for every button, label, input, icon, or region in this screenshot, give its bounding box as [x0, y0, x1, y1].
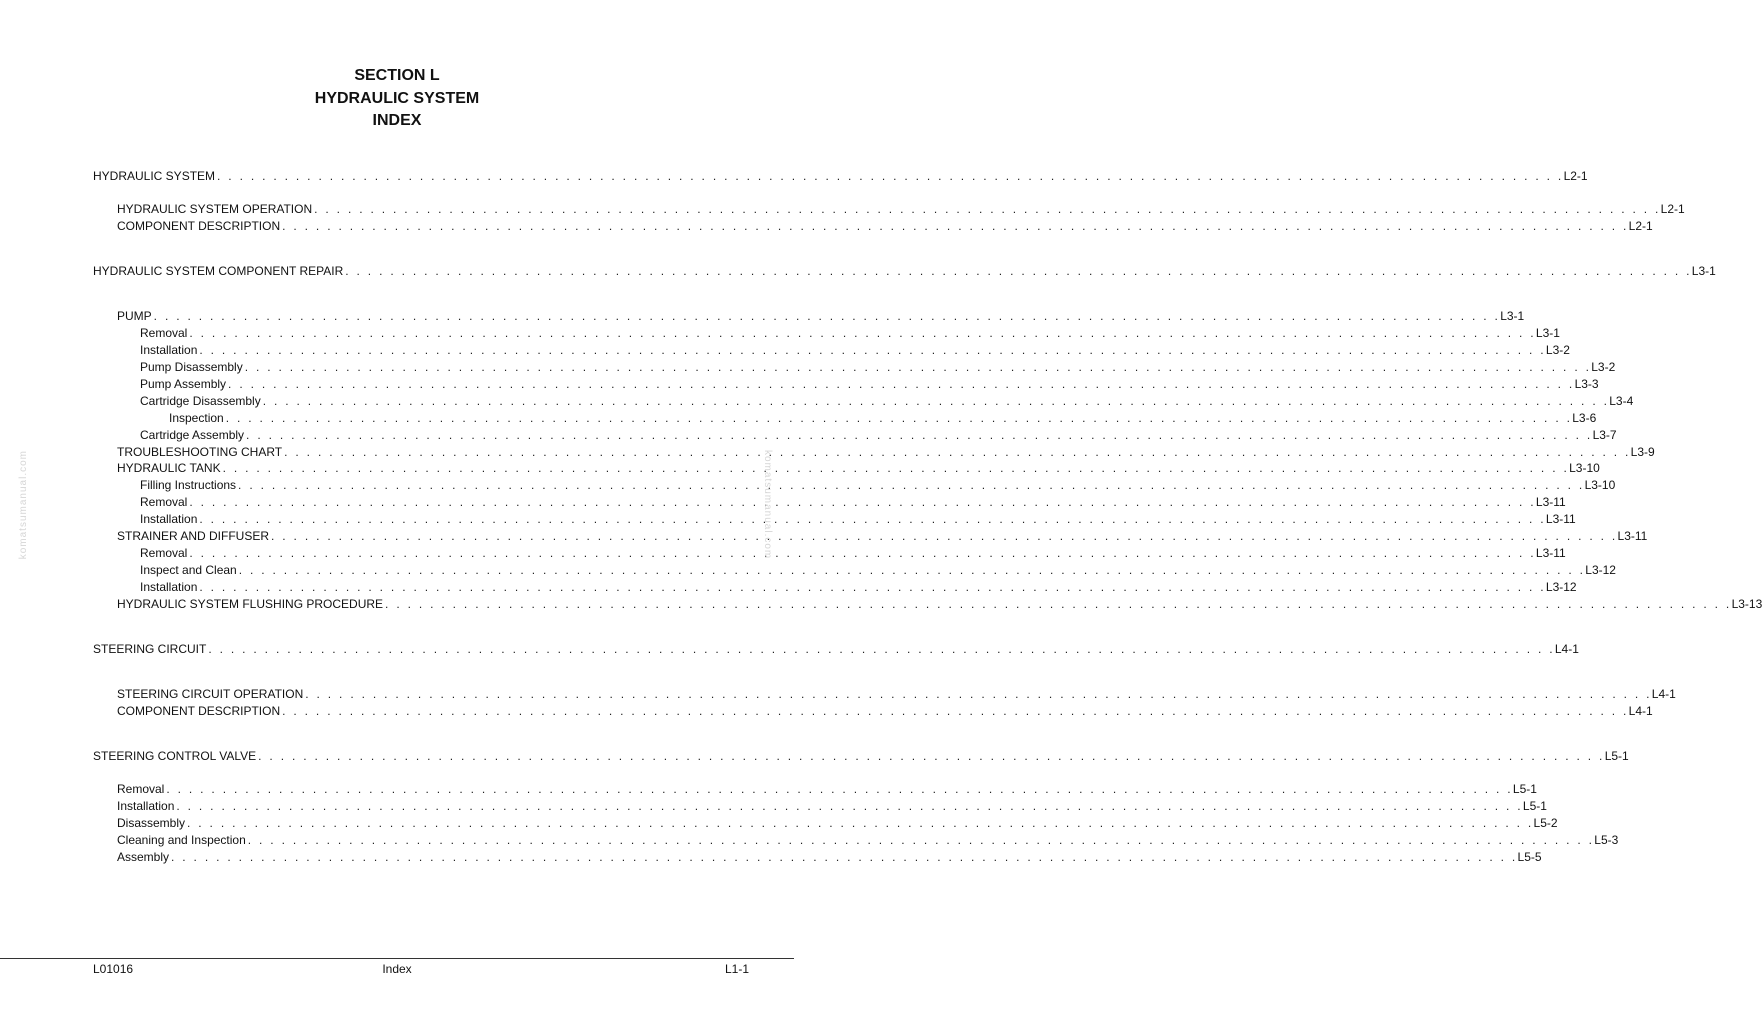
toc-entry — [117, 597, 1762, 613]
toc-entry — [140, 580, 1577, 596]
section-title: SECTION L — [354, 67, 440, 84]
toc-entry — [117, 850, 1542, 866]
toc-entry-page: L3-13 — [1731, 597, 1762, 611]
toc-entry-page: L2-1 — [1660, 202, 1685, 216]
toc-entry — [140, 546, 1566, 562]
toc-entry-page: L3-1 — [1500, 309, 1525, 323]
footer-document-number: L01016 — [93, 962, 134, 976]
toc-entry — [117, 782, 1537, 798]
toc-entry — [117, 833, 1619, 849]
toc-dot-leader: . . . . . . . . . . . . . . . . . . . . . . . . . . . . . . . . . . . . . . . . . . . . . . . . . . . . . . . . . . . . . . . . . . . . . . . . . . . . . . . . . . . . . . . . . . . . . . . . . . . . . . . . . . . . . . . . . . . . . . . . — [225, 411, 1573, 425]
toc-entry — [140, 377, 1599, 393]
toc-entry-label: PUMP — [117, 309, 152, 323]
toc-entry-label: Inspect and Clean — [140, 563, 237, 577]
footer-title: Index — [382, 962, 412, 976]
toc-entry-label: Pump Disassembly — [140, 360, 243, 374]
toc-entry-page: L5-2 — [1533, 816, 1558, 830]
toc-entry — [117, 309, 1525, 325]
toc-entry — [140, 360, 1616, 376]
toc-dot-leader: . . . . . . . . . . . . . . . . . . . . . . . . . . . . . . . . . . . . . . . . . . . . . . . . . . . . . . . . . . . . . . . . . . . . . . . . . . . . . . . . . . . . . . . . . . . . . . . . . . . . . . . . . . . . . . . . . . . . . . . . — [247, 833, 1595, 847]
toc-entry-page: L5-3 — [1594, 833, 1619, 847]
toc-entry-page: L4-1 — [1651, 687, 1676, 701]
toc-entry-page: L3-10 — [1584, 478, 1616, 492]
toc-entry — [117, 799, 1547, 815]
toc-entry-label: Disassembly — [117, 816, 186, 830]
toc-entry — [117, 445, 1655, 461]
toc-dot-leader: . . . . . . . . . . . . . . . . . . . . . . . . . . . . . . . . . . . . . . . . . . . . . . . . . . . . . . . . . . . . . . . . . . . . . . . . . . . . . . . . . . . . . . . . . . . . . . . . . . . . . . . . . . . . . . . . . . . . . . . . — [345, 264, 1692, 278]
toc-entry-label: Filling Instructions — [140, 478, 237, 492]
toc-dot-leader: . . . . . . . . . . . . . . . . . . . . . . . . . . . . . . . . . . . . . . . . . . . . . . . . . . . . . . . . . . . . . . . . . . . . . . . . . . . . . . . . . . . . . . . . . . . . . . . . . . . . . . . . . . . . . . . . . . . . . . . . — [222, 461, 1570, 475]
toc-entry — [117, 219, 1653, 235]
watermark-right: komatsumanual.com — [762, 450, 773, 560]
toc-entry-label: Inspection — [169, 411, 224, 425]
toc-entry-label: Installation — [117, 799, 175, 813]
toc-entry-page: L3-2 — [1591, 360, 1616, 374]
toc-entry-label: HYDRAULIC TANK — [117, 461, 221, 475]
toc-dot-leader: . . . . . . . . . . . . . . . . . . . . . . . . . . . . . . . . . . . . . . . . . . . . . . . . . . . . . . . . . . . . . . . . . . . . . . . . . . . . . . . . . . . . . . . . . . . . . . . . . . . . . . . . . . . . . . . . . . . . . . . . — [238, 563, 1586, 577]
toc-entry-label: COMPONENT DESCRIPTION — [117, 704, 281, 718]
toc-entry-label: Removal — [140, 546, 188, 560]
toc-entry-label: STRAINER AND DIFFUSER — [117, 529, 270, 543]
toc-dot-leader: . . . . . . . . . . . . . . . . . . . . . . . . . . . . . . . . . . . . . . . . . . . . . . . . . . . . . . . . . . . . . . . . . . . . . . . . . . . . . . . . . . . . . . . . . . . . . . . . . . . . . . . . . . . . . . . . . . . . . . . . — [282, 704, 1629, 718]
toc-entry-label: HYDRAULIC SYSTEM — [93, 169, 216, 183]
toc-entry-page: L3-1 — [1691, 264, 1716, 278]
toc-dot-leader: . . . . . . . . . . . . . . . . . . . . . . . . . . . . . . . . . . . . . . . . . . . . . . . . . . . . . . . . . . . . . . . . . . . . . . . . . . . . . . . . . . . . . . . . . . . . . . . . . . . . . . . . . . . . . . . . . . . . . . . . — [385, 597, 1732, 611]
toc-entry — [117, 202, 1685, 218]
toc-dot-leader: . . . . . . . . . . . . . . . . . . . . . . . . . . . . . . . . . . . . . . . . . . . . . . . . . . . . . . . . . . . . . . . . . . . . . . . . . . . . . . . . . . . . . . . . . . . . . . . . . . . . . . . . . . . . . . . . . . . . . . . . — [189, 326, 1536, 340]
toc-entry-label: HYDRAULIC SYSTEM FLUSHING PROCEDURE — [117, 597, 384, 611]
toc-entry-page: L3-1 — [1535, 326, 1560, 340]
toc-entry — [169, 411, 1597, 427]
toc-dot-leader: . . . . . . . . . . . . . . . . . . . . . . . . . . . . . . . . . . . . . . . . . . . . . . . . . . . . . . . . . . . . . . . . . . . . . . . . . . . . . . . . . . . . . . . . . . . . . . . . . . . . . . . . . . . . . . . . . . . . . . . . — [189, 546, 1536, 560]
toc-dot-leader: . . . . . . . . . . . . . . . . . . . . . . . . . . . . . . . . . . . . . . . . . . . . . . . . . . . . . . . . . . . . . . . . . . . . . . . . . . . . . . . . . . . . . . . . . . . . . . . . . . . . . . . . . . . . . . . . . . . . . . . . — [166, 782, 1513, 796]
toc-entry-label: Installation — [140, 343, 198, 357]
toc-dot-leader: . . . . . . . . . . . . . . . . . . . . . . . . . . . . . . . . . . . . . . . . . . . . . . . . . . . . . . . . . . . . . . . . . . . . . . . . . . . . . . . . . . . . . . . . . . . . . . . . . . . . . . . . . . . . . . . . . . . . . . . . — [305, 687, 1652, 701]
toc-entry-label: Assembly — [117, 850, 170, 864]
toc-entry-page: L5-1 — [1522, 799, 1547, 813]
toc-entry-page: L3-11 — [1535, 495, 1566, 509]
toc-entry — [140, 394, 1634, 410]
toc-entry-label: STEERING CIRCUIT — [93, 642, 207, 656]
toc-entry-label: Removal — [140, 326, 188, 340]
toc-entry — [93, 264, 1716, 280]
toc-entry — [117, 704, 1653, 720]
watermark-left: komatsumanual.com — [18, 450, 29, 560]
toc-entry — [93, 642, 1579, 658]
toc-entry-label: Removal — [140, 495, 188, 509]
toc-dot-leader: . . . . . . . . . . . . . . . . . . . . . . . . . . . . . . . . . . . . . . . . . . . . . . . . . . . . . . . . . . . . . . . . . . . . . . . . . . . . . . . . . . . . . . . . . . . . . . . . . . . . . . . . . . . . . . . . . . . . . . . . — [262, 394, 1610, 408]
toc-dot-leader: . . . . . . . . . . . . . . . . . . . . . . . . . . . . . . . . . . . . . . . . . . . . . . . . . . . . . . . . . . . . . . . . . . . . . . . . . . . . . . . . . . . . . . . . . . . . . . . . . . . . . . . . . . . . . . . . . . . . . . . . — [238, 478, 1585, 492]
toc-entry — [140, 495, 1566, 511]
toc-entry-page: L3-6 — [1572, 411, 1597, 425]
toc-entry-label: Installation — [140, 512, 198, 526]
toc-entry-page: L3-9 — [1630, 445, 1655, 459]
toc-dot-leader: . . . . . . . . . . . . . . . . . . . . . . . . . . . . . . . . . . . . . . . . . . . . . . . . . . . . . . . . . . . . . . . . . . . . . . . . . . . . . . . . . . . . . . . . . . . . . . . . . . . . . . . . . . . . . . . . . . . . . . . . — [199, 512, 1546, 526]
toc-entry — [140, 343, 1570, 359]
toc-entry — [117, 687, 1676, 703]
footer-divider — [0, 958, 794, 959]
toc-dot-leader: . . . . . . . . . . . . . . . . . . . . . . . . . . . . . . . . . . . . . . . . . . . . . . . . . . . . . . . . . . . . . . . . . . . . . . . . . . . . . . . . . . . . . . . . . . . . . . . . . . . . . . . . . . . . . . . . . . . . . . . . — [208, 642, 1555, 656]
toc-entry-page: L4-1 — [1628, 704, 1653, 718]
toc-entry-page: L3-12 — [1585, 563, 1616, 577]
toc-entry-label: Installation — [140, 580, 198, 594]
toc-dot-leader: . . . . . . . . . . . . . . . . . . . . . . . . . . . . . . . . . . . . . . . . . . . . . . . . . . . . . . . . . . . . . . . . . . . . . . . . . . . . . . . . . . . . . . . . . . . . . . . . . . . . . . . . . . . . . . . . . . . . . . . . — [171, 850, 1518, 864]
toc-entry — [140, 512, 1576, 528]
toc-entry — [117, 461, 1600, 477]
toc-dot-leader: . . . . . . . . . . . . . . . . . . . . . . . . . . . . . . . . . . . . . . . . . . . . . . . . . . . . . . . . . . . . . . . . . . . . . . . . . . . . . . . . . . . . . . . . . . . . . . . . . . . . . . . . . . . . . . . . . . . . . . . . — [199, 343, 1546, 357]
toc-entry-label: Pump Assembly — [140, 377, 227, 391]
toc-dot-leader: . . . . . . . . . . . . . . . . . . . . . . . . . . . . . . . . . . . . . . . . . . . . . . . . . . . . . . . . . . . . . . . . . . . . . . . . . . . . . . . . . . . . . . . . . . . . . . . . . . . . . . . . . . . . . . . . . . . . . . . . — [282, 219, 1629, 233]
toc-dot-leader: . . . . . . . . . . . . . . . . . . . . . . . . . . . . . . . . . . . . . . . . . . . . . . . . . . . . . . . . . . . . . . . . . . . . . . . . . . . . . . . . . . . . . . . . . . . . . . . . . . . . . . . . . . . . . . . . . . . . . . . . — [271, 529, 1618, 543]
section-subtitle: HYDRAULIC SYSTEM — [314, 90, 480, 107]
toc-entry-label: TROUBLESHOOTING CHART — [117, 445, 283, 459]
toc-entry-label: Cartridge Disassembly — [140, 394, 261, 408]
toc-entry-page: L3-10 — [1569, 461, 1600, 475]
toc-dot-leader: . . . . . . . . . . . . . . . . . . . . . . . . . . . . . . . . . . . . . . . . . . . . . . . . . . . . . . . . . . . . . . . . . . . . . . . . . . . . . . . . . . . . . . . . . . . . . . . . . . . . . . . . . . . . . . . . . . . . . . . . — [284, 445, 1631, 459]
toc-entry — [140, 478, 1616, 494]
toc-entry-page: L3-12 — [1545, 580, 1577, 594]
toc-dot-leader: . . . . . . . . . . . . . . . . . . . . . . . . . . . . . . . . . . . . . . . . . . . . . . . . . . . . . . . . . . . . . . . . . . . . . . . . . . . . . . . . . . . . . . . . . . . . . . . . . . . . . . . . . . . . . . . . . . . . . . . . — [258, 749, 1605, 763]
toc-entry-label: Cartridge Assembly — [140, 428, 245, 442]
toc-dot-leader: . . . . . . . . . . . . . . . . . . . . . . . . . . . . . . . . . . . . . . . . . . . . . . . . . . . . . . . . . . . . . . . . . . . . . . . . . . . . . . . . . . . . . . . . . . . . . . . . . . . . . . . . . . . . . . . . . . . . . . . . — [217, 169, 1564, 183]
toc-dot-leader: . . . . . . . . . . . . . . . . . . . . . . . . . . . . . . . . . . . . . . . . . . . . . . . . . . . . . . . . . . . . . . . . . . . . . . . . . . . . . . . . . . . . . . . . . . . . . . . . . . . . . . . . . . . . . . . . . . . . . . . . — [199, 580, 1546, 594]
toc-entry-page: L3-2 — [1545, 343, 1570, 357]
toc-entry-label: Removal — [117, 782, 165, 796]
toc-dot-leader: . . . . . . . . . . . . . . . . . . . . . . . . . . . . . . . . . . . . . . . . . . . . . . . . . . . . . . . . . . . . . . . . . . . . . . . . . . . . . . . . . . . . . . . . . . . . . . . . . . . . . . . . . . . . . . . . . . . . . . . . — [228, 377, 1575, 391]
toc-dot-leader: . . . . . . . . . . . . . . . . . . . . . . . . . . . . . . . . . . . . . . . . . . . . . . . . . . . . . . . . . . . . . . . . . . . . . . . . . . . . . . . . . . . . . . . . . . . . . . . . . . . . . . . . . . . . . . . . . . . . . . . . — [176, 799, 1523, 813]
toc-entry-page: L3-11 — [1545, 512, 1576, 526]
toc-entry-page: L2-1 — [1628, 219, 1653, 233]
toc-dot-leader: . . . . . . . . . . . . . . . . . . . . . . . . . . . . . . . . . . . . . . . . . . . . . . . . . . . . . . . . . . . . . . . . . . . . . . . . . . . . . . . . . . . . . . . . . . . . . . . . . . . . . . . . . . . . . . . . . . . . . . . . — [314, 202, 1661, 216]
toc-entry-page: L3-4 — [1609, 394, 1634, 408]
toc-entry — [117, 529, 1648, 545]
toc-entry-page: L5-1 — [1512, 782, 1537, 796]
toc-entry — [93, 749, 1629, 765]
toc-entry — [140, 428, 1617, 444]
toc-dot-leader: . . . . . . . . . . . . . . . . . . . . . . . . . . . . . . . . . . . . . . . . . . . . . . . . . . . . . . . . . . . . . . . . . . . . . . . . . . . . . . . . . . . . . . . . . . . . . . . . . . . . . . . . . . . . . . . . . . . . . . . . — [246, 428, 1593, 442]
toc-entry-label: HYDRAULIC SYSTEM COMPONENT REPAIR — [93, 264, 344, 278]
toc-entry-page: L3-11 — [1617, 529, 1648, 543]
toc-entry-page: L5-5 — [1517, 850, 1542, 864]
toc-dot-leader: . . . . . . . . . . . . . . . . . . . . . . . . . . . . . . . . . . . . . . . . . . . . . . . . . . . . . . . . . . . . . . . . . . . . . . . . . . . . . . . . . . . . . . . . . . . . . . . . . . . . . . . . . . . . . . . . . . . . . . . . — [189, 495, 1536, 509]
toc-dot-leader: . . . . . . . . . . . . . . . . . . . . . . . . . . . . . . . . . . . . . . . . . . . . . . . . . . . . . . . . . . . . . . . . . . . . . . . . . . . . . . . . . . . . . . . . . . . . . . . . . . . . . . . . . . . . . . . . . . . . . . . . — [244, 360, 1592, 374]
toc-dot-leader: . . . . . . . . . . . . . . . . . . . . . . . . . . . . . . . . . . . . . . . . . . . . . . . . . . . . . . . . . . . . . . . . . . . . . . . . . . . . . . . . . . . . . . . . . . . . . . . . . . . . . . . . . . . . . . . . . . . . . . . . — [153, 309, 1501, 323]
toc-entry — [93, 169, 1588, 185]
toc-entry-label: HYDRAULIC SYSTEM OPERATION — [117, 202, 313, 216]
toc-entry-page: L2-1 — [1563, 169, 1588, 183]
toc-entry-page: L3-11 — [1535, 546, 1566, 560]
toc-entry-label: STEERING CONTROL VALVE — [93, 749, 257, 763]
toc-entry-label: STEERING CIRCUIT OPERATION — [117, 687, 304, 701]
toc-entry — [117, 816, 1558, 832]
toc-entry-label: COMPONENT DESCRIPTION — [117, 219, 281, 233]
toc-entry-page: L4-1 — [1554, 642, 1579, 656]
toc-entry — [140, 563, 1616, 579]
toc-entry — [140, 326, 1560, 342]
footer-page-number: L1-1 — [724, 962, 749, 976]
toc-entry-page: L3-3 — [1574, 377, 1599, 391]
toc-entry-page: L3-7 — [1592, 428, 1617, 442]
toc-dot-leader: . . . . . . . . . . . . . . . . . . . . . . . . . . . . . . . . . . . . . . . . . . . . . . . . . . . . . . . . . . . . . . . . . . . . . . . . . . . . . . . . . . . . . . . . . . . . . . . . . . . . . . . . . . . . . . . . . . . . . . . . — [187, 816, 1534, 830]
toc-entry-page: L5-1 — [1604, 749, 1629, 763]
index-title: INDEX — [372, 112, 422, 129]
toc-entry-label: Cleaning and Inspection — [117, 833, 246, 847]
